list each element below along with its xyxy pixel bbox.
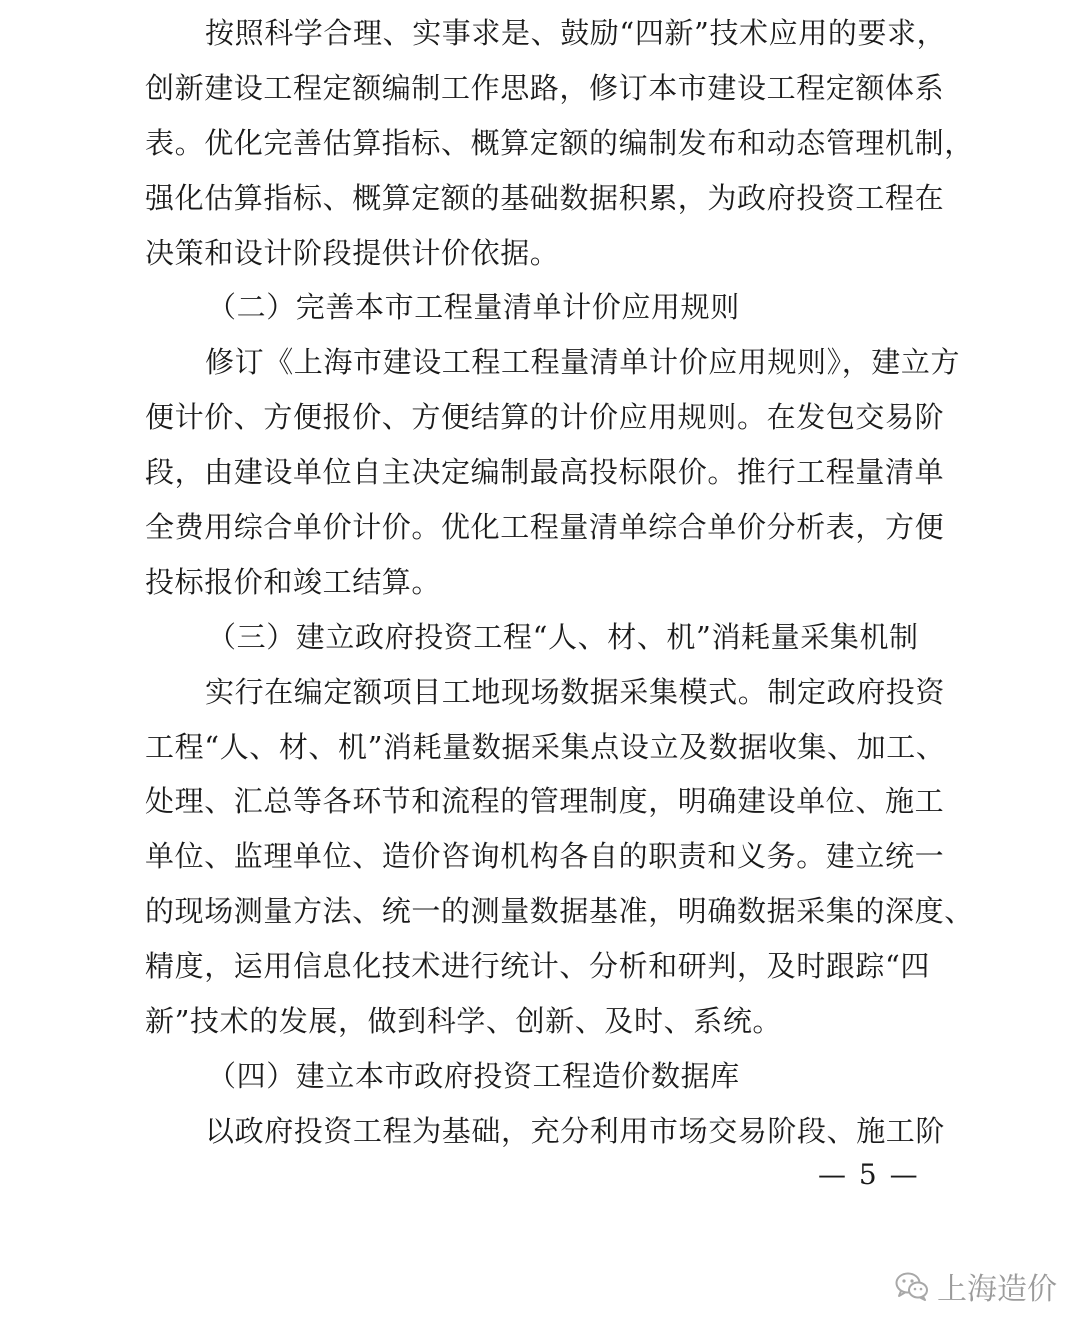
section-heading: （四）建立本市政府投资工程造价数据库 [207,1058,740,1093]
paragraph-line: 便计价、方便报价、方便结算的计价应用规则。在发包交易阶 [145,400,945,435]
paragraph-line: 单位、监理单位、造价咨询机构各自的职责和义务。建立统一 [145,839,945,874]
paragraph-line: 新”技术的发展，做到科学、创新、及时、系统。 [145,1004,783,1039]
paragraph-line: 修订《上海市建设工程工程量清单计价应用规则》，建立方 [205,345,961,380]
paragraph-line: 按照科学合理、实事求是、鼓励“四新”技术应用的要求， [205,16,947,50]
paragraph-line: 决策和设计阶段提供计价依据。 [145,235,560,270]
paragraph-line: 投标报价和竣工结算。 [145,564,442,599]
paragraph-line: 处理、汇总等各环节和流程的管理制度，明确建设单位、施工 [145,784,945,819]
paragraph-line: 创新建设工程定额编制工作思路，修订本市建设工程定额体系 [145,70,945,105]
paragraph-line: 精度，运用信息化技术进行统计、分析和研判，及时跟踪“四 [145,949,931,984]
paragraph-line: 的现场测量方法、统一的测量数据基准，明确数据采集的深度、 [145,894,974,929]
watermark-text: 上海造价 [937,1272,1057,1307]
section-heading: （三）建立政府投资工程“人、材、机”消耗量采集机制 [207,619,919,654]
paragraph-line: 强化估算指标、概算定额的基础数据积累，为政府投资工程在 [145,180,945,215]
section-heading: （二）完善本市工程量清单计价应用规则 [207,290,740,325]
page-number: — 5 — [818,1158,920,1191]
paragraph-line: 段，由建设单位自主决定编制最高投标限价。推行工程量清单 [145,455,945,490]
paragraph-line: 实行在编定额项目工地现场数据采集模式。制定政府投资 [205,674,946,709]
paragraph-line: 全费用综合单价计价。优化工程量清单综合单价分析表，方便 [145,510,945,545]
document-body [145,6,974,1159]
paragraph-line: 表。优化完善估算指标、概算定额的编制发布和动态管理机制， [145,125,974,160]
watermark [895,1262,1057,1310]
wechat-icon [895,1271,929,1301]
paragraph-line: 以政府投资工程为基础，充分利用市场交易阶段、施工阶 [205,1113,946,1148]
paragraph-line: 工程“人、材、机”消耗量数据采集点设立及数据收集、加工、 [145,729,946,764]
